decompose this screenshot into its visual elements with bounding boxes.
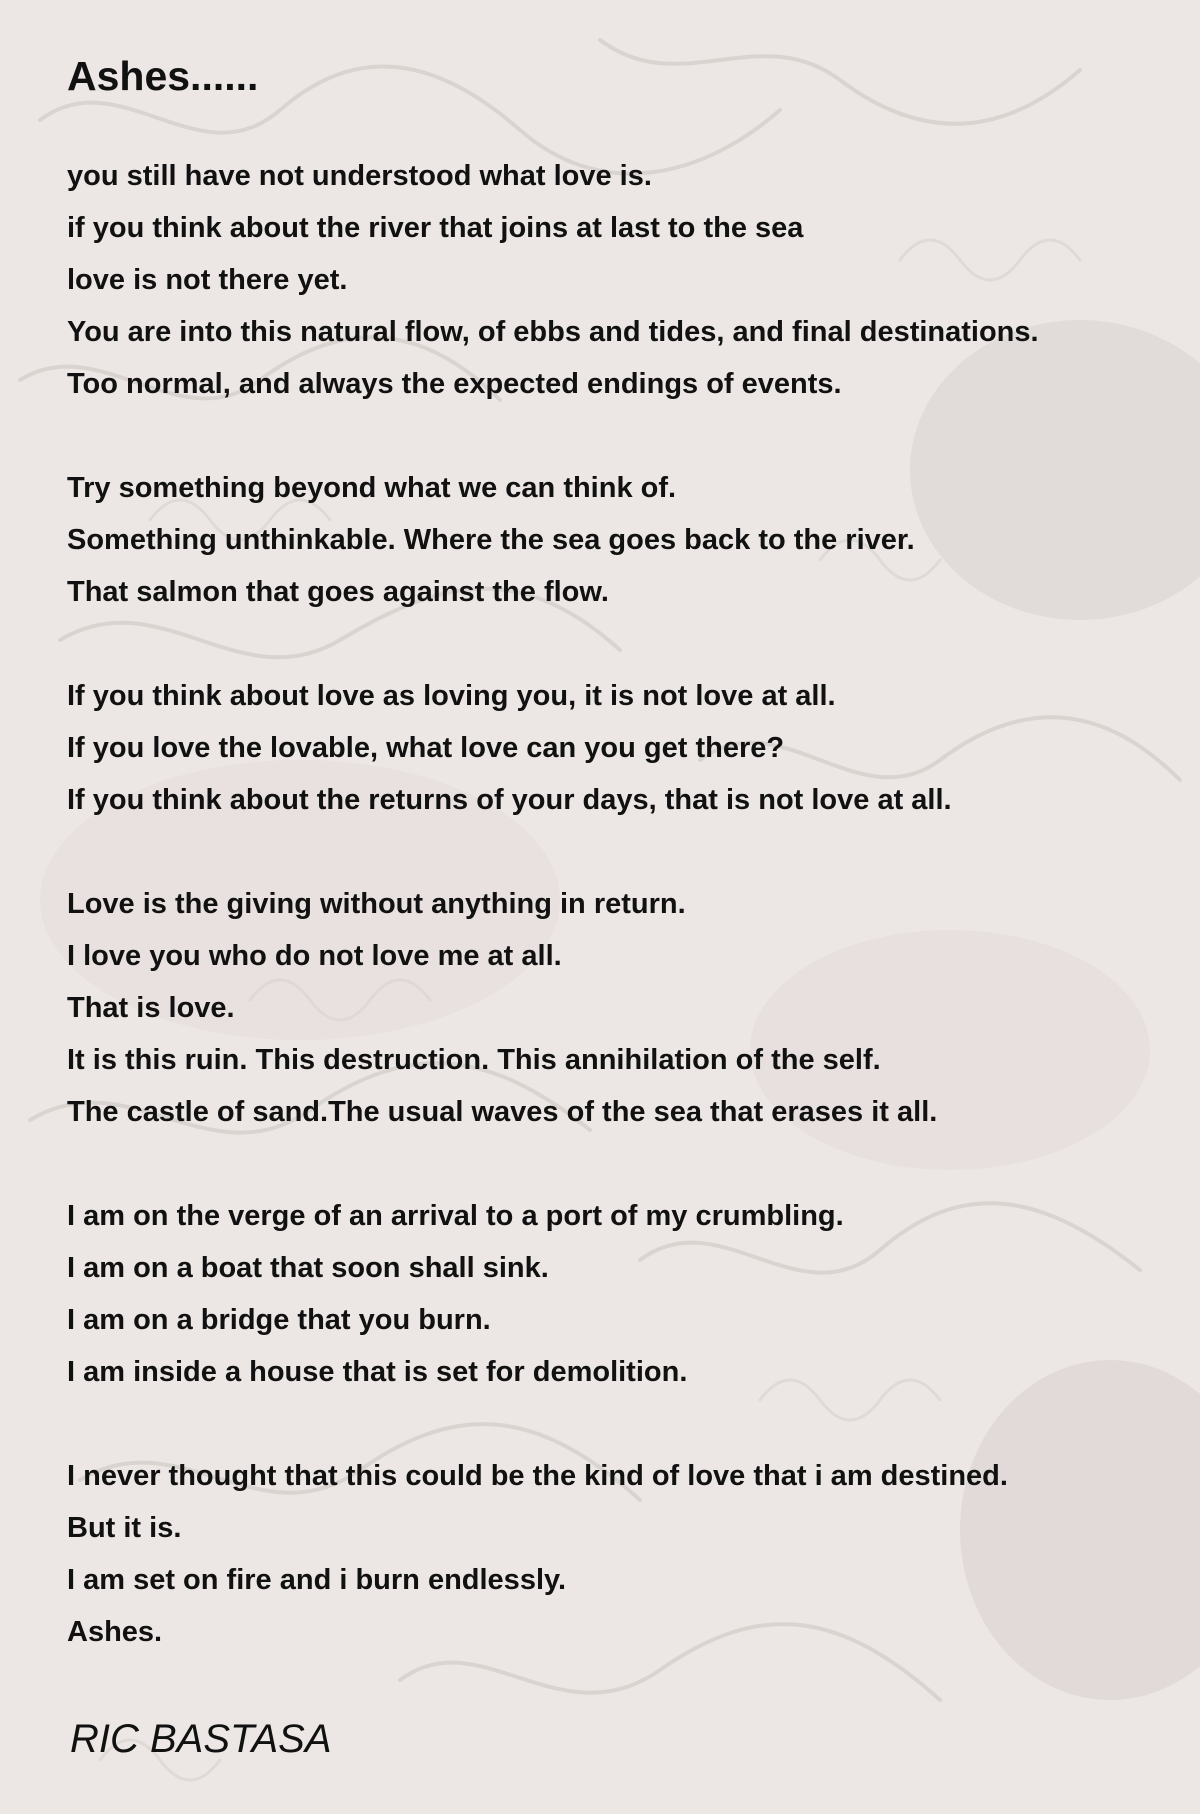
stanza-1 (67, 150, 1177, 410)
poem-line: if you think about the river that joins at last to the sea (67, 212, 804, 244)
stanza-3 (67, 670, 1177, 826)
poem-line: That is love. (67, 992, 235, 1024)
poem-line: If you think about the returns of your days, that is not love at all. (67, 784, 952, 816)
poem-author: RIC BASTASA (70, 1717, 332, 1761)
poem-line: If you love the lovable, what love can you get there? (67, 732, 785, 764)
poem-line: The castle of sand.The usual waves of the sea that erases it all. (67, 1096, 938, 1128)
poem-line: Too normal, and always the expected endings of events. (67, 368, 842, 400)
poem-line: You are into this natural flow, of ebbs and tides, and final destinations. (67, 316, 1039, 348)
poem-line: Try something beyond what we can think of. (67, 472, 677, 504)
stanza-6 (67, 1450, 1177, 1658)
poem-line: I love you who do not love me at all. (67, 940, 562, 972)
poem-line: If you think about love as loving you, it is not love at all. (67, 680, 836, 712)
stanza-4 (67, 878, 1177, 1138)
poem-line: I am on a boat that soon shall sink. (67, 1252, 549, 1284)
poem-line: I am set on fire and i burn endlessly. (67, 1564, 567, 1596)
poem-line: It is this ruin. This destruction. This annihilation of the self. (67, 1044, 881, 1076)
poem-line: That salmon that goes against the flow. (67, 576, 609, 608)
poem-line: I am on a bridge that you burn. (67, 1304, 491, 1336)
poem-title: Ashes...... (67, 53, 259, 99)
poem-line: Love is the giving without anything in return. (67, 888, 686, 920)
poem-line: Something unthinkable. Where the sea goes back to the river. (67, 524, 915, 556)
stanza-5 (67, 1190, 1177, 1398)
poem-line: I never thought that this could be the kind of love that i am destined. (67, 1460, 1008, 1492)
poem-line: love is not there yet. (67, 264, 348, 296)
poem-line: I am on the verge of an arrival to a port of my crumbling. (67, 1200, 844, 1232)
poem-line: Ashes. (67, 1616, 163, 1648)
poem-line: I am inside a house that is set for demolition. (67, 1356, 688, 1388)
poem-body (67, 150, 1177, 1710)
poem-line: you still have not understood what love is. (67, 160, 652, 192)
stanza-2 (67, 462, 1177, 618)
poem-line: But it is. (67, 1512, 182, 1544)
